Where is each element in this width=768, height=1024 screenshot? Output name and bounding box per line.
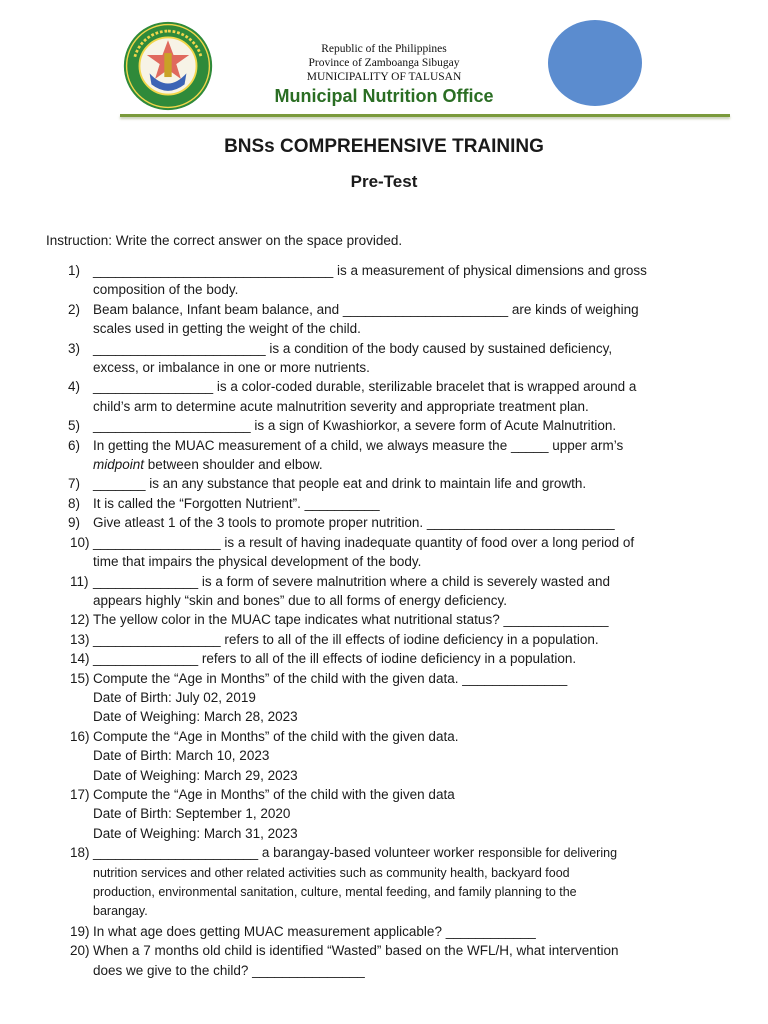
question-line: does we give to the child? _______________ [93,962,365,978]
question-number: 6) [68,437,81,453]
question-line [93,843,726,863]
question-line: composition of the body. [93,282,239,298]
question-item [46,494,726,513]
question-line: Date of Birth: March 10, 2023 [93,748,270,764]
question-item [46,513,726,532]
emphasized-term: midpoint [93,457,145,473]
header-line-municipality: MUNICIPALITY OF TALUSAN [306,71,462,83]
question-number: 2) [68,301,81,317]
question-number: 4) [68,379,81,395]
question-line: child’s arm to determine acute malnutrition severity and appropriate treatment plan. [93,398,589,414]
question-number: 14) [70,651,90,667]
question-line: ________________________________ is a measurement of physical dimensions and gross [93,263,647,278]
question-number: 7) [68,476,81,492]
question-number: 15) [70,670,90,686]
question-item [46,727,726,785]
question-line: Compute the “Age in Months” of the child with the given data. ______________ [93,670,568,686]
question-number: 8) [68,495,81,511]
question-line: _______________________ is a condition of the body caused by sustained deficiency, [93,340,613,356]
question-number: 18) [70,845,90,861]
question-line: appears highly “skin and bones” due to all forms of energy deficiency. [93,592,507,608]
question-line: ________________ is a color-coded durable, sterilizable bracelet that is wrapped around a [93,379,637,395]
header-line-republic: Republic of the Philippines [321,43,447,55]
blue-circle-logo [548,20,642,106]
question-item [46,339,726,378]
question-line: It is called the “Forgotten Nutrient”. __________ [93,495,380,511]
question-line: Date of Weighing: March 29, 2023 [93,767,298,783]
question-item [46,785,726,843]
question-line: ______________ refers to all of the ill effects of iodine deficiency in a population. [93,651,577,667]
question-line: nutrition services and other related activities such as community health, backyard food [93,865,570,880]
question-number: 1) [68,263,81,278]
question-item [46,669,726,727]
question-text-small: responsible for delivering [478,846,618,861]
question-line: In what age does getting MUAC measurement applicable? ____________ [93,923,536,939]
question-line: scales used in getting the weight of the child. [93,321,361,337]
question-item [46,377,726,416]
question-list [46,261,726,980]
question-item [46,474,726,493]
question-number: 19) [70,923,90,939]
question-text: between shoulder and elbow. [144,457,323,473]
question-item [46,572,726,611]
letterhead [0,0,768,130]
question-line: Beam balance, Infant beam balance, and ______________________ are kinds of weighing [93,301,639,317]
question-line: time that impairs the physical development of the body. [93,554,422,570]
question-line: production, environmental sanitation, culture, mental feeding, and family planning to the [93,885,577,899]
question-number: 17) [70,786,90,802]
question-number: 10) [70,534,90,550]
question-item [46,610,726,629]
question-number: 3) [68,340,81,356]
instruction-text: Instruction: Write the correct answer on the space provided. [46,233,403,248]
question-item [46,922,726,941]
question-line: _________________ refers to all of the ill effects of iodine deficiency in a population. [93,631,599,647]
question-line: _______ is an any substance that people eat and drink to maintain life and growth. [93,476,587,492]
question-item [46,843,726,922]
question-number: 5) [68,418,81,434]
letterhead-text [0,42,768,107]
question-item [46,416,726,435]
page-subtitle: Pre-Test [350,172,418,191]
question-line: In getting the MUAC measurement of a child, we always measure the _____ upper arm’s [93,437,624,453]
office-name: Municipal Nutrition Office [274,86,494,106]
question-line: Give atleast 1 of the 3 tools to promote proper nutrition. _________________________ [93,515,615,531]
question-line: Compute the “Age in Months” of the child with the given data. [93,728,459,744]
question-line: _____________________ is a sign of Kwashiorkor, a severe form of Acute Malnutrition. [93,418,617,434]
question-line: When a 7 months old child is identified “Wasted” based on the WFL/H, what intervention [93,943,619,959]
question-item [46,533,726,572]
header-divider [120,114,730,117]
question-item [46,649,726,668]
question-line: excess, or imbalance in one or more nutrients. [93,360,370,376]
question-line: The yellow color in the MUAC tape indicates what nutritional status? ______________ [93,612,609,628]
question-item [46,300,726,339]
page-title: BNSs COMPREHENSIVE TRAINING [224,136,544,157]
question-line: Compute the “Age in Months” of the child with the given data [93,786,455,802]
question-number: 16) [70,728,90,744]
question-item [46,941,726,980]
question-line: Date of Birth: September 1, 2020 [93,806,291,822]
question-line: _________________ is a result of having inadequate quantity of food over a long period of [93,534,635,550]
question-line: Date of Weighing: March 31, 2023 [93,825,298,841]
question-number: 9) [68,515,81,531]
question-text: ______________________ a barangay-based volunteer worker [93,845,479,861]
question-line: ______________ is a form of severe malnutrition where a child is severely wasted and [93,573,611,589]
question-number: 11) [70,573,89,589]
question-number: 13) [70,631,90,647]
question-line: Date of Birth: July 02, 2019 [93,689,256,705]
question-line: Date of Weighing: March 28, 2023 [93,709,298,725]
header-line-province: Province of Zamboanga Sibugay [308,57,460,69]
question-line: barangay. [93,904,148,919]
question-number: 20) [70,943,90,959]
question-line [93,455,726,474]
question-item [46,630,726,649]
question-item [46,261,726,300]
question-item [46,436,726,475]
question-number: 12) [70,612,90,628]
